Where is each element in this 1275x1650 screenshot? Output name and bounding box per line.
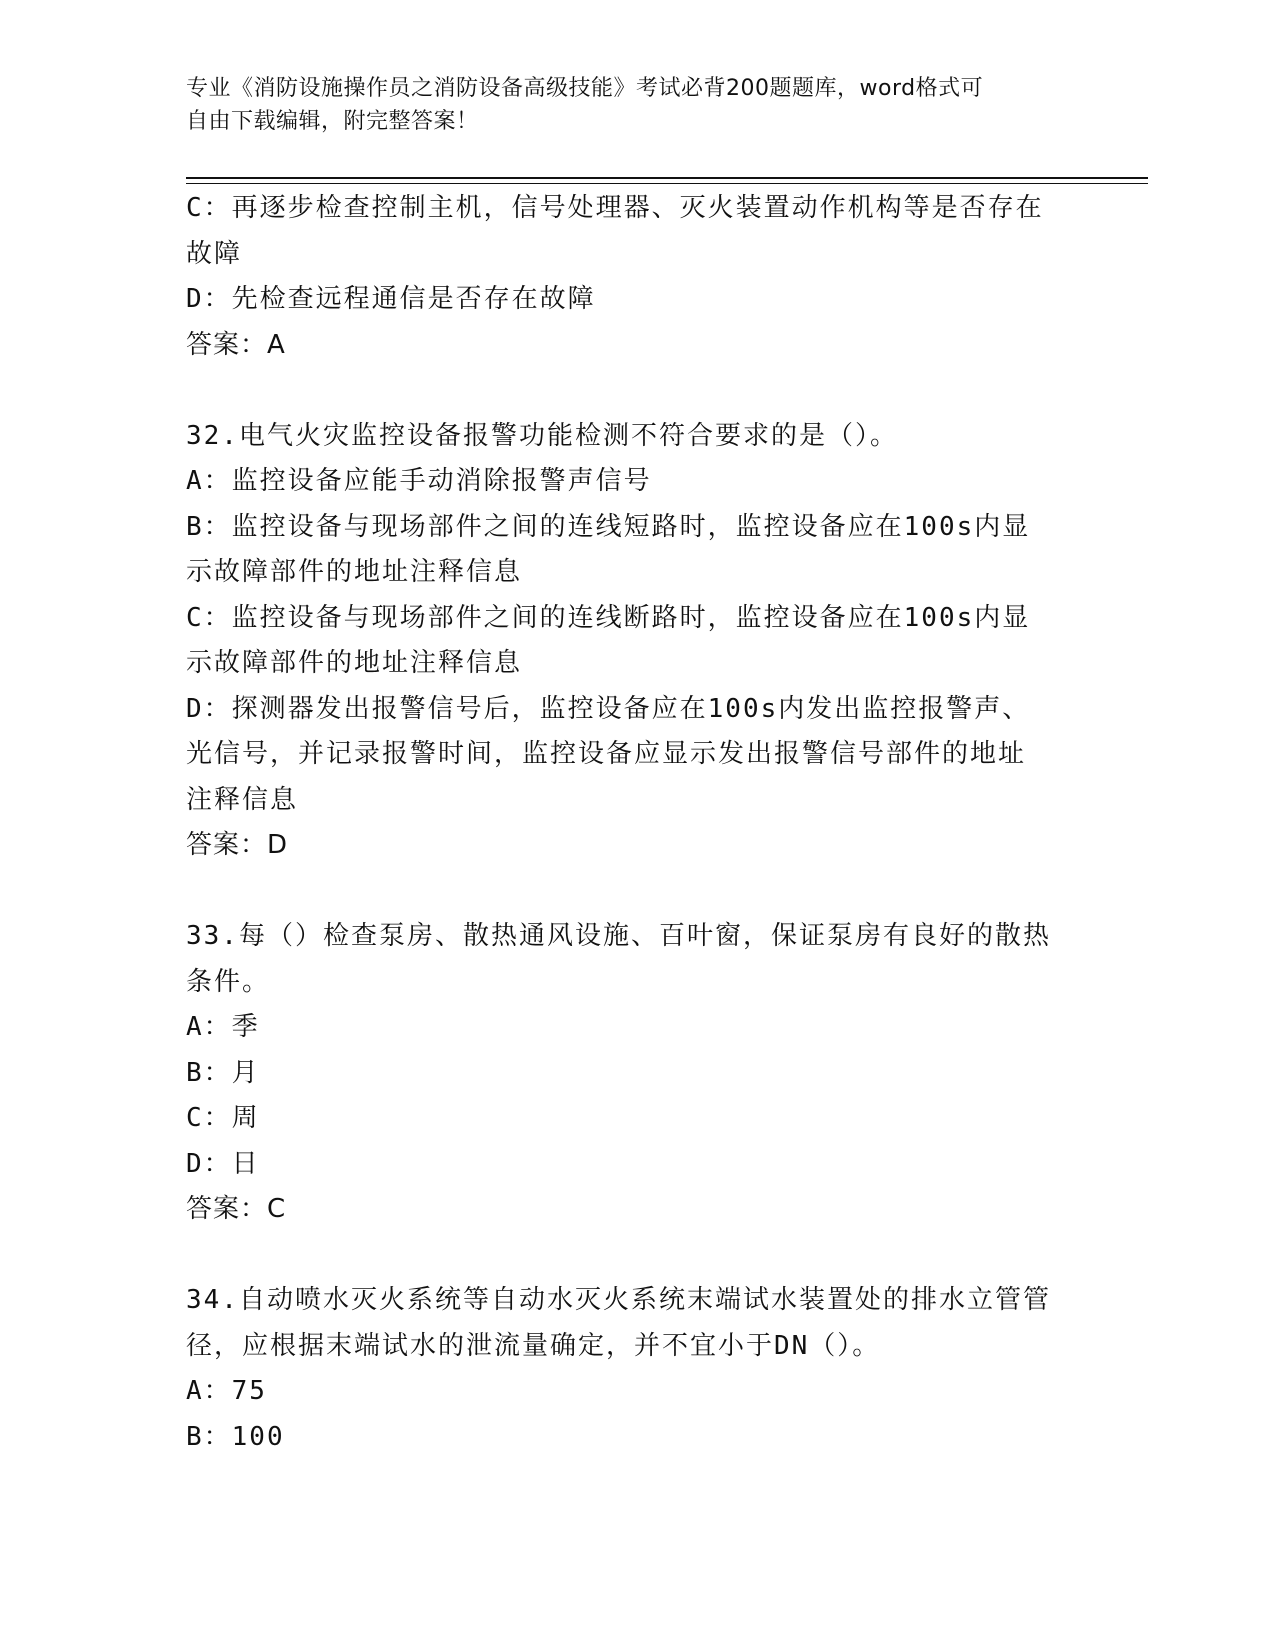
question-text-line-2: 径，应根据末端试水的泄流量确定，并不宜小于DN（）。 (186, 1330, 881, 1361)
option-c-line-2: 故障 (186, 238, 243, 269)
header-line-2: 自由下载编辑，附完整答案！ (186, 109, 479, 134)
header-line-1: 专业《消防设施操作员之消防设备高级技能》考试必背200题题库，word格式可 (186, 76, 984, 101)
question-text: 32.电气火灾监控设备报警功能检测不符合要求的是（）。 (186, 420, 898, 451)
option-b-line-2: 示故障部件的地址注释信息 (186, 557, 523, 587)
question-31-continued (186, 186, 1086, 368)
question-34 (186, 1278, 1086, 1460)
option-c: C：周 (186, 1103, 260, 1133)
option-d: D：日 (186, 1148, 260, 1179)
option-d-line-2: 光信号，并记录报警时间，监控设备应显示发出报警信号部件的地址 (186, 739, 1027, 769)
option-c-line-1: C：再逐步检查控制主机，信号处理器、灭火装置动作机构等是否存在 (186, 193, 1044, 223)
spacer (186, 869, 1086, 915)
option-a: A：75 (186, 1376, 267, 1406)
option-b-line-1: B：监控设备与现场部件之间的连线短路时，监控设备应在100s内显 (186, 511, 1031, 542)
answer: 答案：A (186, 329, 286, 360)
option-a: A：监控设备应能手动消除报警声信号 (186, 466, 652, 496)
spacer (186, 1233, 1086, 1279)
question-32 (186, 414, 1086, 869)
option-d-line-3: 注释信息 (186, 784, 299, 815)
question-text-line-1: 34.自动喷水灭火系统等自动水灭火系统末端试水装置处的排水立管管 (186, 1285, 1051, 1315)
option-b: B：月 (186, 1057, 260, 1088)
question-list (186, 186, 1086, 1460)
header-divider-thin (186, 183, 1148, 184)
option-c-line-1: C：监控设备与现场部件之间的连线断路时，监控设备应在100s内显 (186, 602, 1031, 633)
option-a: A：季 (186, 1012, 260, 1042)
question-text-line-1: 33.每（）检查泵房、散热通风设施、百叶窗，保证泵房有良好的散热 (186, 921, 1051, 951)
option-d-line-1: D：探测器发出报警信号后，监控设备应在100s内发出监控报警声、 (186, 693, 1031, 724)
answer: 答案：D (186, 830, 289, 860)
spacer (186, 368, 1086, 414)
option-d: D：先检查远程通信是否存在故障 (186, 284, 596, 314)
option-c-line-2: 示故障部件的地址注释信息 (186, 648, 523, 678)
answer: 答案：C (186, 1194, 287, 1224)
header-divider-thick (186, 177, 1148, 179)
option-b: B：100 (186, 1421, 285, 1452)
question-text-line-2: 条件。 (186, 966, 271, 997)
question-33 (186, 914, 1086, 1233)
document-header (186, 72, 1066, 138)
